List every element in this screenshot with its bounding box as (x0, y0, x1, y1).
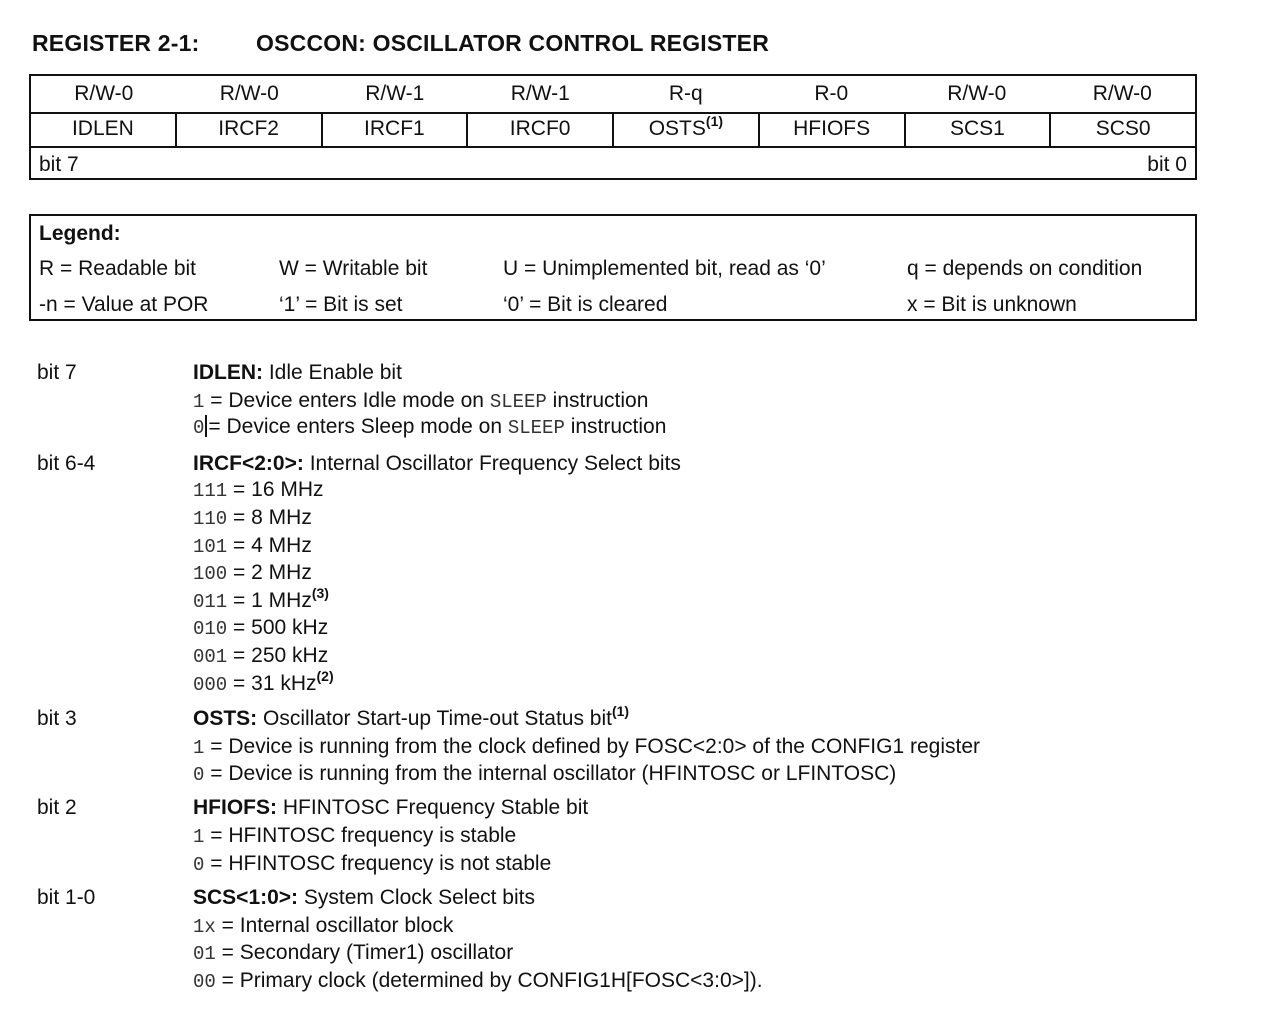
bit-name-cell (904, 112, 1050, 146)
option-code: 1 (193, 826, 205, 848)
bit-label: bit 6-4 (37, 452, 96, 475)
option-line (193, 735, 980, 759)
legend-item: ‘0’ = Bit is cleared (503, 293, 668, 316)
option-line (193, 824, 516, 848)
bit-label: bit 3 (37, 707, 77, 730)
row-divider (31, 146, 1195, 148)
legend-item: ‘1’ = Bit is set (279, 293, 403, 316)
field-description (193, 361, 402, 385)
option-line (193, 389, 648, 413)
option-code: 111 (193, 480, 228, 502)
bit-attribute: R/W-1 (510, 82, 570, 105)
attribute-row (31, 76, 1195, 114)
option-text: 31 kHz (251, 672, 317, 695)
option-text: 4 MHz (251, 534, 312, 557)
option-sep: = (227, 534, 252, 557)
field-name: HFIOFS: (193, 796, 277, 819)
legend-item: q = depends on condition (907, 257, 1143, 280)
option-text: Device enters Sleep mode on (226, 415, 508, 438)
option-text: HFINTOSC frequency is stable (228, 824, 517, 847)
bit-name: IDLEN (71, 117, 134, 140)
option-text: Secondary (Timer1) oscillator (239, 941, 514, 964)
bit-attribute: R/W-0 (947, 82, 1007, 105)
option-code: 0 (193, 764, 205, 786)
field-title: System Clock Select bits (298, 886, 535, 909)
option-line (193, 914, 453, 938)
bit-attribute: R/W-0 (1092, 82, 1152, 105)
bit-name-cell (758, 112, 904, 146)
option-code-inline: SLEEP (489, 391, 547, 413)
bit-attribute: R-0 (814, 82, 849, 105)
option-code: 0 (193, 417, 205, 439)
field-name: OSTS: (193, 707, 258, 730)
option-sep: = (204, 735, 229, 758)
legend-item: x = Bit is unknown (907, 293, 1077, 316)
option-text: HFINTOSC frequency is not stable (228, 852, 552, 875)
option-sep: = (227, 589, 252, 612)
legend-item: -n = Value at POR (39, 293, 209, 316)
option-code: 0 (193, 854, 205, 876)
option-sep: = (204, 824, 229, 847)
option-text: Device is running from the clock defined by FOSC<2:0> of the CONFIG1 register (228, 735, 981, 758)
bit-high-label: bit 7 (39, 153, 79, 176)
field-name: IRCF<2:0>: (193, 452, 304, 475)
option-text: instruction (564, 415, 667, 438)
bit-name-cell (31, 112, 175, 146)
option-line (193, 852, 551, 876)
field-description (193, 703, 630, 731)
option-code: 110 (193, 508, 228, 530)
bit-label: bit 7 (37, 361, 77, 384)
bit-name: IRCF0 (509, 117, 571, 140)
bit-name-cell (612, 112, 758, 146)
option-sep: = (227, 644, 252, 667)
bit-name: HFIOFS (793, 117, 871, 140)
bit-low-label: bit 0 (1147, 153, 1187, 176)
option-line (193, 585, 329, 613)
field-description (193, 452, 681, 476)
option-sep: = (204, 852, 229, 875)
option-sep: = (215, 914, 240, 937)
option-line (193, 415, 666, 439)
option-line (193, 668, 334, 696)
option-text: Device enters Idle mode on (228, 389, 490, 412)
footnote-ref: (3) (311, 585, 329, 601)
footnote-ref: (2) (316, 668, 334, 684)
bit-name-row (31, 112, 1195, 146)
option-text: instruction (546, 389, 649, 412)
field-name: IDLEN: (193, 361, 263, 384)
bit-name: OSTS (648, 117, 706, 140)
field-description (193, 886, 535, 910)
option-sep: = (204, 762, 229, 785)
legend-title: Legend: (39, 222, 121, 245)
option-code: 1x (193, 916, 216, 938)
option-code-inline: SLEEP (507, 417, 565, 439)
bit-name: IRCF2 (218, 117, 279, 140)
field-description (193, 796, 588, 820)
option-text: 1 MHz (251, 589, 312, 612)
option-text: 2 MHz (251, 561, 312, 584)
bit-label: bit 1-0 (37, 886, 96, 909)
option-code: 101 (193, 536, 228, 558)
footnote-ref: (1) (611, 703, 630, 719)
option-code: 010 (193, 618, 228, 640)
bit-attribute: R/W-0 (219, 82, 279, 105)
option-code: 00 (193, 971, 216, 993)
legend-box (29, 214, 1197, 321)
option-code: 01 (193, 943, 216, 965)
bit-name-cell (321, 112, 467, 146)
option-line (193, 534, 312, 558)
bit-name-cell (1049, 112, 1195, 146)
option-code: 100 (193, 563, 228, 585)
footnote-ref: (1) (705, 113, 724, 129)
option-sep: = (227, 672, 252, 695)
option-text: Device is running from the internal oscillator (HFINTOSC or LFINTOSC) (228, 762, 897, 785)
legend-item: W = Writable bit (279, 257, 428, 280)
bit-name: IRCF1 (364, 117, 425, 140)
option-code: 1 (193, 391, 205, 413)
option-line (193, 969, 763, 993)
option-code: 1 (193, 737, 205, 759)
option-sep: = (227, 506, 252, 529)
field-title: Internal Oscillator Frequency Select bits (303, 452, 681, 475)
field-title: Idle Enable bit (263, 361, 402, 384)
option-sep: = (215, 969, 240, 992)
register-title (32, 30, 769, 57)
option-line (193, 644, 328, 668)
option-sep: = (227, 478, 252, 501)
option-sep: = (227, 561, 252, 584)
field-name: SCS<1:0>: (193, 886, 299, 909)
legend-item: R = Readable bit (39, 257, 197, 280)
bit-name: SCS0 (1095, 117, 1151, 140)
option-sep: = (204, 389, 229, 412)
bit-label: bit 2 (37, 796, 77, 819)
bit-name-cell (466, 112, 612, 146)
option-line (193, 616, 328, 640)
option-line (193, 506, 312, 530)
field-title: HFINTOSC Frequency Stable bit (277, 796, 589, 819)
option-sep: = (208, 415, 227, 438)
option-text: 500 kHz (251, 616, 329, 639)
option-code: 001 (193, 646, 228, 668)
option-text: Primary clock (determined by CONFIG1H[FOSC<3:0>]). (239, 969, 763, 992)
option-line (193, 561, 312, 585)
register-bit-table (29, 74, 1197, 180)
register-name: OSCCON: OSCILLATOR CONTROL REGISTER (256, 30, 770, 56)
option-sep: = (227, 616, 252, 639)
option-text: 250 kHz (251, 644, 329, 667)
field-title: Oscillator Start-up Time-out Status bit (257, 707, 612, 730)
bit-name: SCS1 (949, 117, 1005, 140)
option-line (193, 478, 324, 502)
option-text: Internal oscillator block (239, 914, 454, 937)
option-sep: = (215, 941, 240, 964)
bit-attribute: R/W-1 (365, 82, 425, 105)
option-text: 16 MHz (251, 478, 324, 501)
bit-attribute: R/W-0 (74, 82, 134, 105)
option-text: 8 MHz (251, 506, 312, 529)
option-code: 011 (193, 591, 228, 613)
register-number: REGISTER 2-1: (32, 30, 200, 56)
option-line (193, 762, 896, 786)
option-line (193, 941, 513, 965)
option-code: 000 (193, 674, 228, 696)
bit-attribute: R-q (668, 82, 703, 105)
bit-name-cell (175, 112, 321, 146)
legend-item: U = Unimplemented bit, read as ‘0’ (503, 257, 826, 280)
